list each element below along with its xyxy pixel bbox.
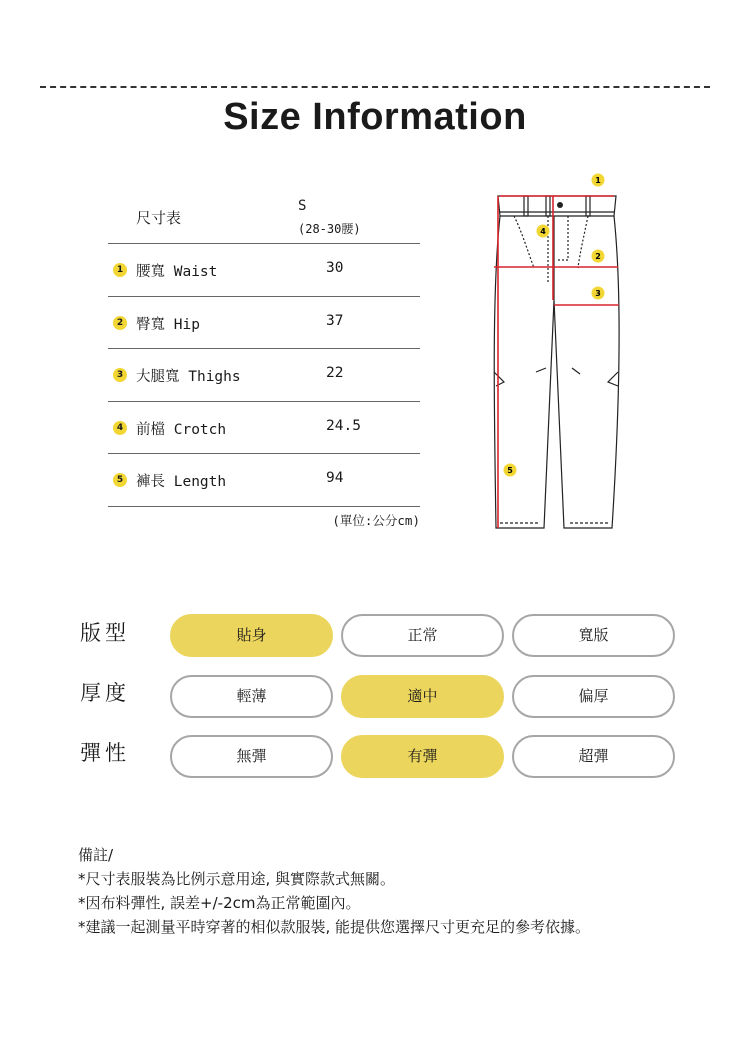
number-badge: 5 [113,473,127,487]
measure-label: 前檔 Crotch [136,421,227,438]
number-badge: 1 [113,263,127,277]
size-range: (28-30腰) [298,222,361,236]
measure-label: 臀寬 Hip [136,316,200,333]
size-table-header-label: 尺寸表 [136,209,182,227]
number-badge: 2 [113,316,127,330]
option-fit-regular: 正常 [341,614,504,657]
pants-outline [494,196,619,528]
size-label: S [298,198,307,214]
marker-4: 4 [540,227,546,236]
option-fit-slim: 貼身 [170,614,333,657]
measure-value: 30 [326,260,344,276]
table-row [108,454,420,507]
measure-value: 94 [326,470,344,486]
measure-label: 褲長 Length [136,474,227,490]
size-table-header [108,190,420,244]
marker-3: 3 [595,289,601,298]
table-row [108,349,420,402]
measure-value: 24.5 [326,417,361,434]
unit-note: (單位:公分cm) [332,513,420,528]
option-fit-wide: 寬版 [512,614,675,657]
measure-value: 22 [326,365,344,381]
table-row [108,402,420,455]
size-table [108,190,420,507]
option-thickness-medium: 適中 [341,675,504,718]
option-thickness-thin: 輕薄 [170,675,333,718]
note-line: *建議一起測量平時穿著的相似款服裝, 能提供您選擇尺寸更充足的參考依據。 [78,918,591,936]
marker-5: 5 [507,466,513,475]
number-badge: 4 [113,421,127,435]
note-line: *尺寸表服裝為比例示意用途, 與實際款式無關。 [78,870,396,888]
marker-2: 2 [595,252,601,261]
dashed-divider [40,86,710,88]
measure-value: 37 [326,312,344,329]
attr-label-stretch: 彈性 [80,741,130,765]
option-stretch-some: 有彈 [341,735,504,778]
notes-heading: 備註/ [78,846,114,864]
table-row [108,244,420,297]
pants-diagram [488,172,628,534]
button-dot [557,202,563,208]
table-row [108,297,420,350]
page-title: Size Information [223,96,527,138]
measure-label: 大腿寬 Thighs [136,369,241,385]
option-stretch-none: 無彈 [170,735,333,778]
marker-1: 1 [595,176,601,185]
measure-label: 腰寬 Waist [136,264,218,280]
notes [78,843,590,939]
attr-label-thickness: 厚度 [80,681,130,705]
number-badge: 3 [113,368,127,382]
option-thickness-thick: 偏厚 [512,675,675,718]
note-line: *因布料彈性, 誤差+/-2cm為正常範圍內。 [78,894,361,912]
attr-label-fit: 版型 [80,621,130,645]
option-stretch-super: 超彈 [512,735,675,778]
